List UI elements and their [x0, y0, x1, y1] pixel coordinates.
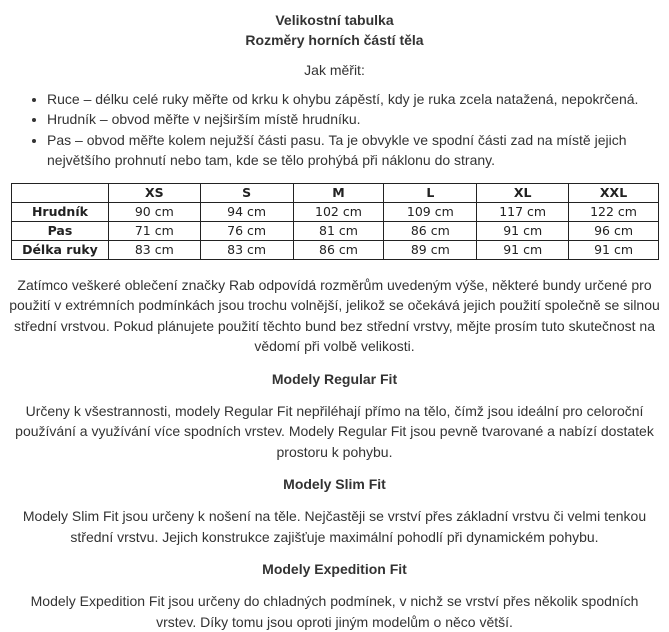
table-cell: 122 cm	[569, 202, 659, 221]
page-subtitle: Rozměry horních částí těla	[245, 32, 424, 48]
table-cell: 117 cm	[477, 202, 569, 221]
table-header-cell: S	[200, 183, 293, 202]
table-cell: 109 cm	[384, 202, 477, 221]
table-cell: 91 cm	[569, 240, 659, 259]
page-title: Velikostní tabulka	[275, 12, 394, 28]
table-header-cell	[12, 183, 109, 202]
table-cell: 76 cm	[200, 221, 293, 240]
table-header-cell: XS	[108, 183, 200, 202]
table-row	[12, 240, 659, 259]
measure-instructions-list	[0, 89, 669, 171]
table-cell: 91 cm	[477, 240, 569, 259]
table-row	[12, 202, 659, 221]
table-cell: 90 cm	[108, 202, 200, 221]
table-cell: 96 cm	[569, 221, 659, 240]
table-header-cell: XL	[477, 183, 569, 202]
table-cell: 86 cm	[384, 221, 477, 240]
section-text-slim-fit: Modely Slim Fit jsou určeny k nošení na těle. Nejčastěji se vrství přes základní vrstvu či velmi tenkou střední vrstvu. Jejich konstrukce zajišťuje maximální pohodlí při dynamickém pohybu.	[22, 508, 647, 545]
table-header-cell: L	[384, 183, 477, 202]
fit-note-paragraph: Zatímco veškeré oblečení značky Rab odpovídá rozměrům uvedeným výše, některé bundy určené pro použití v extrémních podmínkách jsou trochu volnější, jelikož se očekává jejich použití společně se silnou střední vrstvou. Pokud plánujete použití těchto bund bez střední vrstvy, mějte prosím tuto skutečnost na vědomí při volbě velikosti.	[9, 276, 660, 354]
table-row-label: Hrudník	[12, 202, 109, 221]
list-item-waist: • Pas – obvod měřte kolem nejužší části pasu. Ta je obvykle ve spodní části zad na místě jejich největšího prohnutí nebo tam, kde se tělo prohýbá při náklonu do strany.	[47, 130, 661, 171]
list-item-chest: • Hrudník – obvod měřte v nejširším místě hrudníku.	[47, 109, 661, 130]
section-text-regular-fit: Určeny k všestrannosti, modely Regular Fit nepřiléhají přímo na tělo, čímž jsou ideální pro celoroční používání a využívání více spodních vrstev. Modely Regular Fit jsou pevně tvarované a nabízí dostatek prostoru k pohybu.	[15, 402, 654, 460]
table-header-cell: M	[293, 183, 384, 202]
section-title-regular-fit: Modely Regular Fit	[271, 370, 398, 387]
table-row	[12, 221, 659, 240]
table-cell: 81 cm	[293, 221, 384, 240]
table-cell: 102 cm	[293, 202, 384, 221]
table-cell: 83 cm	[108, 240, 200, 259]
table-cell: 83 cm	[200, 240, 293, 259]
table-row-label: Pas	[12, 221, 109, 240]
section-title-slim-fit: Modely Slim Fit	[283, 476, 386, 492]
list-item-arms: • Ruce – délku celé ruky měřte od krku k ohybu zápěstí, kdy je ruka zcela natažená, nepokrčená.	[47, 89, 661, 110]
table-header-cell: XXL	[569, 183, 659, 202]
table-cell: 86 cm	[293, 240, 384, 259]
size-table	[11, 183, 659, 260]
table-cell: 71 cm	[108, 221, 200, 240]
section-text-expedition-fit: Modely Expedition Fit jsou určeny do chladných podmínek, v nichž se vrství přes několik spodních vrstev. Díky tomu jsou oproti jiným modelům o něco větší.	[30, 593, 639, 630]
table-row-label: Délka ruky	[12, 240, 109, 259]
section-title-expedition-fit: Modely Expedition Fit	[262, 561, 407, 577]
table-cell: 91 cm	[477, 221, 569, 240]
table-cell: 89 cm	[384, 240, 477, 259]
how-to-measure-label: Jak měřit:	[304, 62, 365, 78]
table-cell: 94 cm	[200, 202, 293, 221]
table-header-row	[12, 183, 659, 202]
